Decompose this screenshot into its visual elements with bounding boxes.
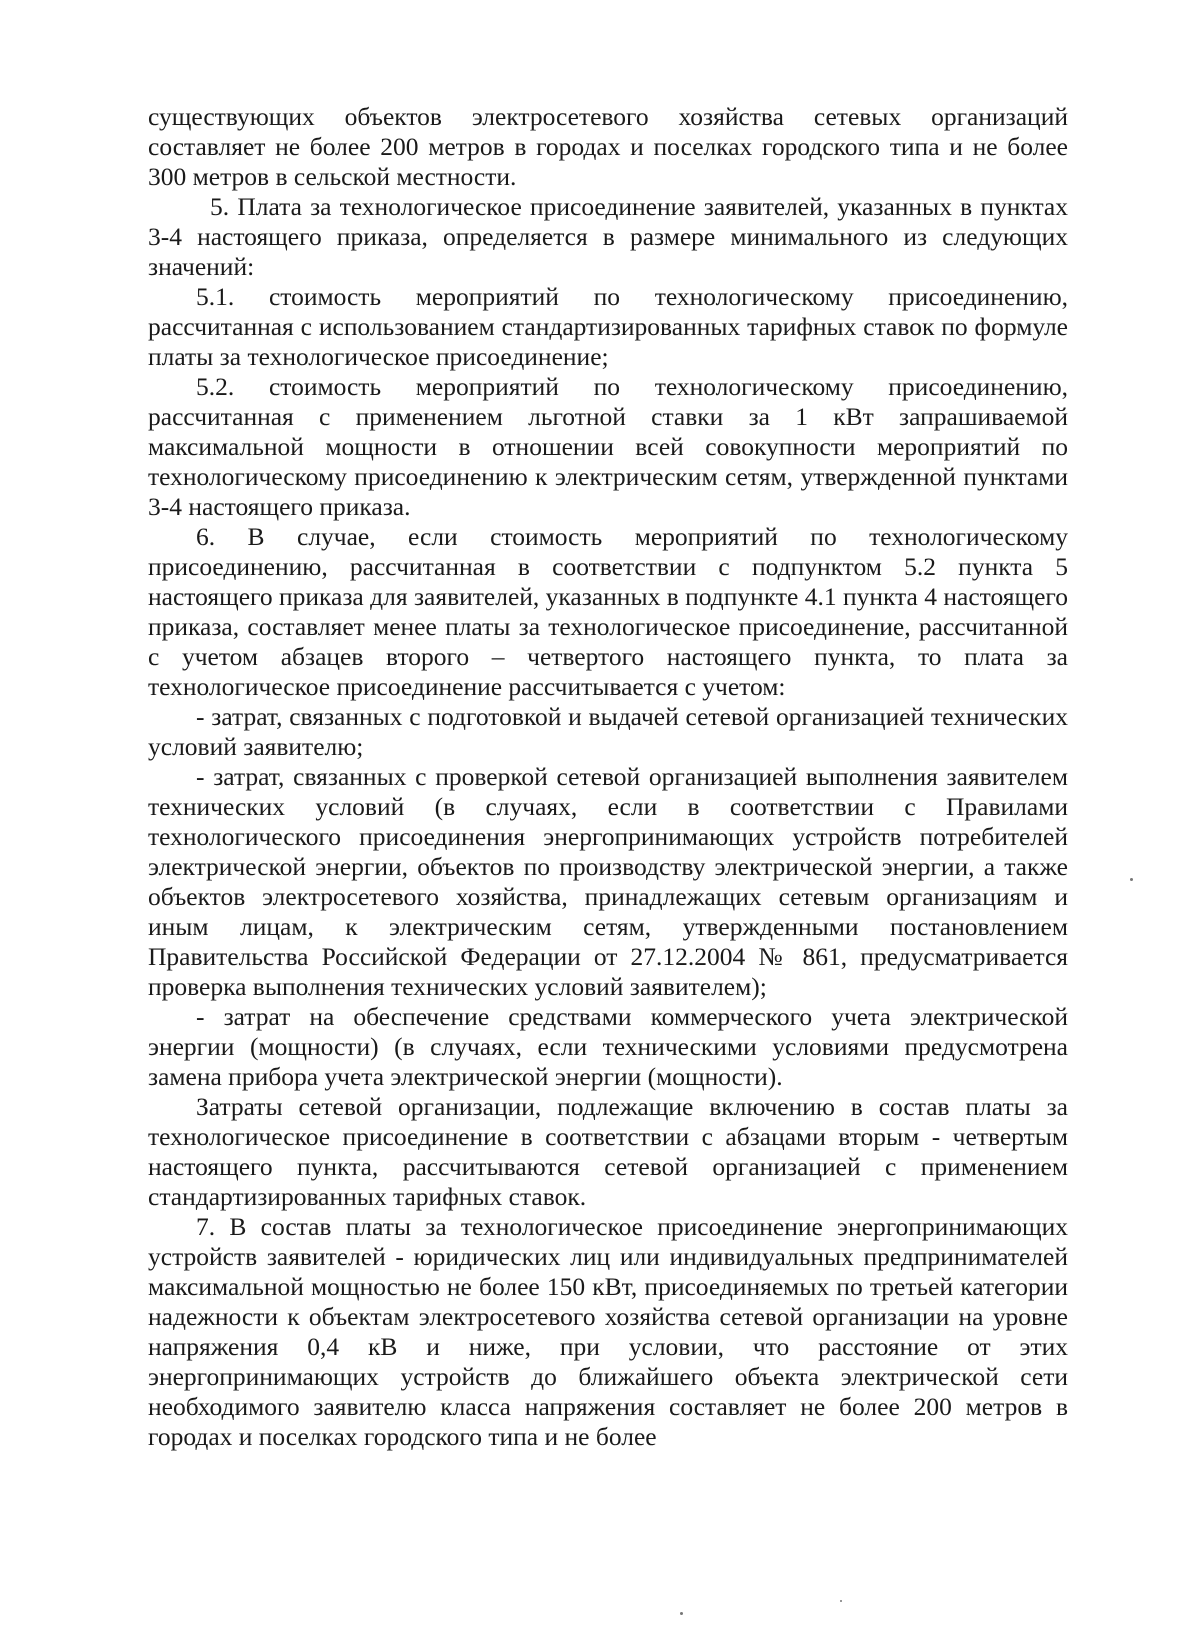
paragraph-item-7: 7. В состав платы за технологическое присоединение энергопринимающих устройств заявителей - юридических лиц или индивидуальных предпринимателей максимальной мощностью не более 150 кВт, присоединяемых по третьей категории надежности к объектам электросетевого хозяйства сетевой организации на уровне напряжения 0,4 кВ и ниже, при условии, что расстояние от этих энергопринимающих устройств до ближайшего объекта электрической сети необходимого заявителю класса напряжения составляет не более 200 метров в городах и поселках городского типа и не более — [148, 1212, 1068, 1451]
paragraph-item-5-2: 5.2. стоимость мероприятий по технологическому присоединению, рассчитанная с применением льготной ставки за 1 кВт запрашиваемой максимальной мощности в отношении всей совокупности мероприятий по технологическому присоединению к электрическим сетям, утвержденной пунктами 3-4 настоящего приказа. — [148, 372, 1068, 521]
paragraph-bullet-2: - затрат, связанных с проверкой сетевой организацией выполнения заявителем технических условий (в случаях, если в соответствии с Правилами технологического присоединения энергопринимающих устройств потребителей электрической энергии, объектов по производству электрической энергии, а также объектов электросетевого хозяйства, принадлежащих сетевым организациям и иным лицам, к электрическим сетям, утвержденными постановлением Правительства Российской Федерации от 27.12.2004 № 861, предусматривается проверка выполнения технических условий заявителем); — [148, 762, 1068, 1001]
paragraph-bullet-1: - затрат, связанных с подготовкой и выдачей сетевой организацией технических условий заявителю; — [148, 702, 1068, 761]
scan-speck — [680, 1612, 683, 1615]
paragraph-costs: Затраты сетевой организации, подлежащие включению в состав платы за технологическое присоединение в соответствии с абзацами вторым - четвертым настоящего пункта, рассчитываются сетевой организацией с применением стандартизированных тарифных ставок. — [148, 1092, 1068, 1211]
paragraph-item-5: 5. Плата за технологическое присоединение заявителей, указанных в пунктах 3-4 настоящего приказа, определяется в размере минимального из следующих значений: — [148, 192, 1068, 281]
paragraph-item-6: 6. В случае, если стоимость мероприятий по технологическому присоединению, рассчитанная в соответствии с подпунктом 5.2 пункта 5 настоящего приказа для заявителей, указанных в подпункте 4.1 пункта 4 настоящего приказа, составляет менее платы за технологическое присоединение, рассчитанной с учетом абзацев второго – четвертого настоящего пункта, то плата за технологическое присоединение рассчитывается с учетом: — [148, 522, 1068, 701]
scan-speck — [1130, 878, 1133, 881]
paragraph-continuation: существующих объектов электросетевого хозяйства сетевых организаций составляет не более 200 метров в городах и поселках городского типа и не более 300 метров в сельской местности. — [148, 102, 1068, 191]
paragraph-item-5-1: 5.1. стоимость мероприятий по технологическому присоединению, рассчитанная с использованием стандартизированных тарифных ставок по формуле платы за технологическое присоединение; — [148, 282, 1068, 371]
scan-speck — [840, 1600, 842, 1602]
paragraph-bullet-3: - затрат на обеспечение средствами коммерческого учета электрической энергии (мощности) (в случаях, если техническими условиями предусмотрена замена прибора учета электрической энергии (мощности). — [148, 1002, 1068, 1091]
document-page — [148, 102, 1068, 1452]
